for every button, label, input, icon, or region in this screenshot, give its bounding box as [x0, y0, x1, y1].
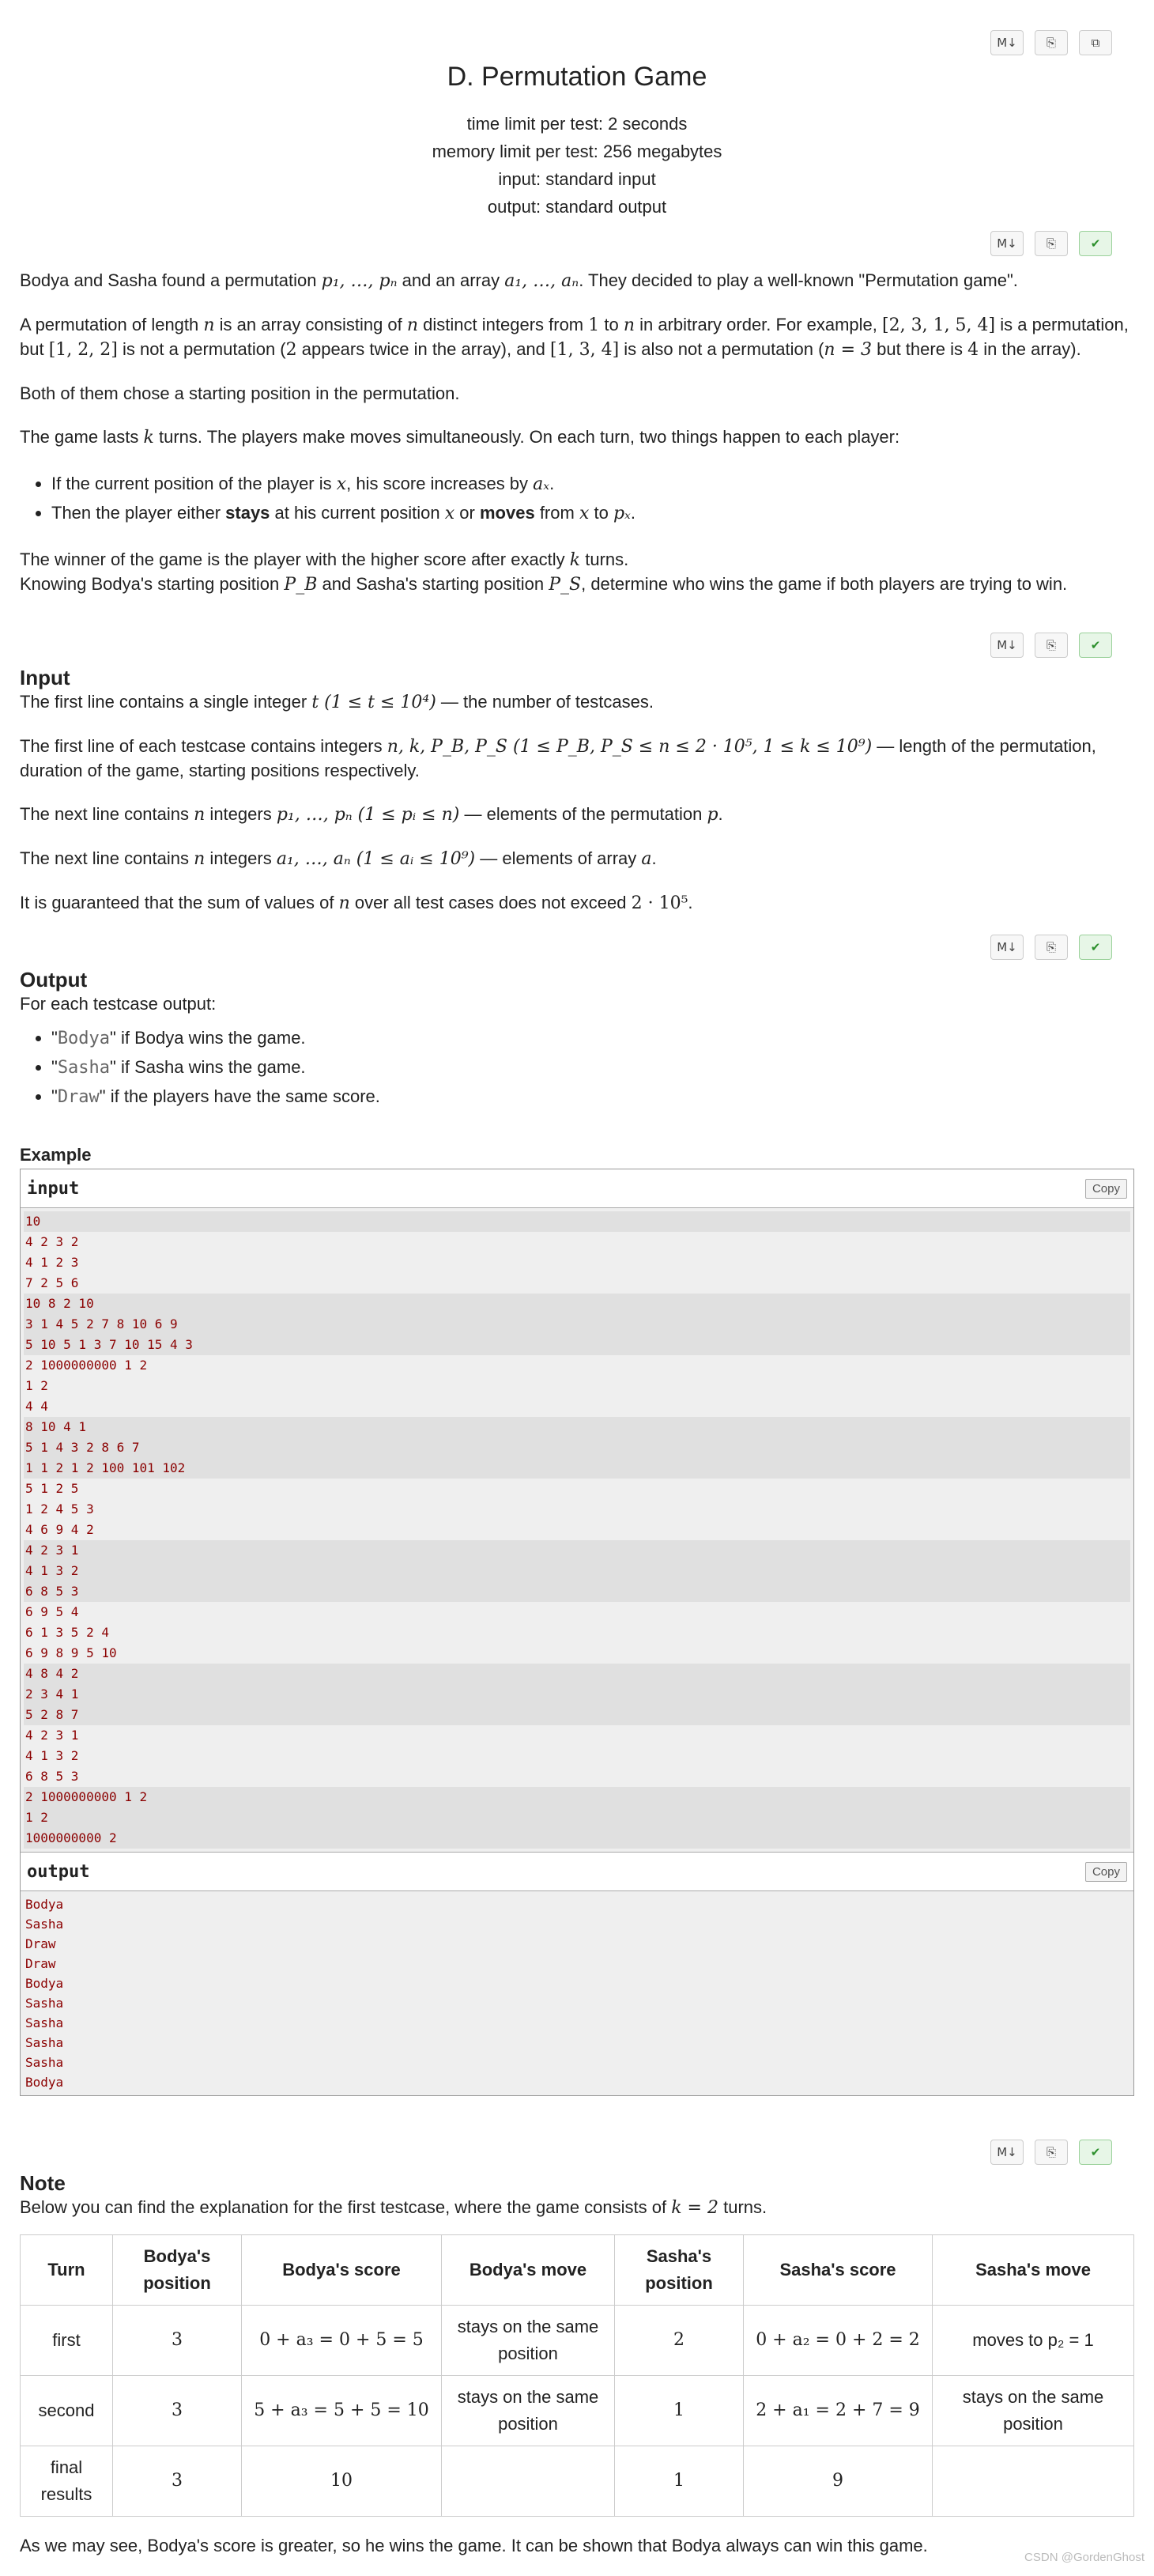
sample-output-line: Draw — [25, 1936, 56, 1951]
input-title-bar — [21, 1169, 1133, 1208]
sample-output-line: Sasha — [25, 2015, 64, 2030]
table-row — [21, 2306, 1134, 2376]
markdown-button[interactable]: M↓ — [990, 633, 1024, 658]
table-row — [21, 2446, 1134, 2517]
table-cell: 1 — [615, 2446, 744, 2517]
table-cell: moves to p₂ = 1 — [933, 2306, 1134, 2376]
sample-input-line: 5 10 5 1 3 7 10 15 4 3 — [24, 1335, 1130, 1355]
table-cell: 0 + a₂ = 0 + 2 = 2 — [744, 2306, 933, 2376]
sample-input-line: 5 2 8 7 — [24, 1705, 1130, 1725]
sample-input-line: 2 1000000000 1 2 — [25, 1358, 148, 1373]
sample-output-line: Sasha — [25, 2035, 64, 2050]
translate-icon[interactable]: ⧉ — [1079, 30, 1112, 55]
sample-output-line: Bodya — [25, 2075, 64, 2090]
sample-input-line: 1000000000 2 — [24, 1828, 1130, 1849]
table-header: Turn — [21, 2235, 113, 2306]
table-cell: stays on the same position — [933, 2376, 1134, 2446]
table-header: Sasha's position — [615, 2235, 744, 2306]
sample-input-line: 8 10 4 1 — [24, 1417, 1130, 1437]
sample-input-line: 2 1000000000 1 2 — [24, 1787, 1130, 1807]
table-header: Sasha's move — [933, 2235, 1134, 2306]
table-cell: first — [21, 2306, 113, 2376]
input-line-3: The next line contains n integers p₁, …, pₙ (1 ≤ pᵢ ≤ n) — elements of the permutation p. — [20, 804, 723, 825]
sample-input-line: 10 — [24, 1211, 1130, 1232]
note-toolbar — [990, 2140, 1112, 2165]
table-header: Bodya's position — [113, 2235, 242, 2306]
sample-input-line: 6 9 8 9 5 10 — [25, 1645, 117, 1660]
sample-output-line: Sasha — [25, 1996, 64, 2011]
sample-output-line: Sasha — [25, 2055, 64, 2070]
output-spec: output: standard output — [487, 197, 667, 217]
table-cell — [933, 2446, 1134, 2517]
clipboard-icon[interactable]: ⎘ — [1035, 633, 1068, 658]
table-cell: final results — [21, 2446, 113, 2517]
statement-p5: The winner of the game is the player with the higher score after exactly k turns. — [20, 550, 629, 570]
explanation-table — [20, 2234, 1134, 2517]
sample-input-line: 4 1 2 3 — [25, 1255, 79, 1270]
table-cell: 3 — [113, 2306, 242, 2376]
problem-header — [20, 0, 1134, 221]
clipboard-icon[interactable]: ⎘ — [1035, 30, 1068, 55]
table-cell — [442, 2446, 615, 2517]
sample-output-line: Draw — [25, 1956, 56, 1971]
translate-check-icon[interactable]: ✔ — [1079, 231, 1112, 256]
list-item: • If the current position of the player is x, his score increases by aₓ. — [51, 470, 1134, 499]
table-cell: 9 — [744, 2446, 933, 2517]
statement-p6: Knowing Bodya's starting position P_B and Sasha's starting position P_S, determine who wins the game if both players are trying to win. — [20, 574, 1068, 595]
table-cell: 3 — [113, 2376, 242, 2446]
input-heading: Input — [20, 666, 70, 689]
sample-input-title: input — [27, 1178, 80, 1199]
input-line-5: It is guaranteed that the sum of values of n over all test cases does not exceed 2 · 10⁵. — [20, 893, 693, 913]
list-item: • "Sasha" if Sasha wins the game. — [51, 1053, 1134, 1082]
note-heading: Note — [20, 2171, 66, 2195]
sample-output-line: Bodya — [25, 1976, 64, 1991]
table-cell: 1 — [615, 2376, 744, 2446]
sample-input-line: 5 1 4 3 2 8 6 7 — [24, 1437, 1130, 1458]
sample-input-line: 4 1 3 2 — [24, 1561, 1130, 1581]
clipboard-icon[interactable]: ⎘ — [1035, 2140, 1068, 2165]
sample-input-line: 6 8 5 3 — [24, 1581, 1130, 1602]
sample-input-line: 1 2 — [25, 1378, 48, 1393]
output-title-bar — [21, 1852, 1133, 1891]
turn-rules-list — [20, 470, 1134, 528]
problem-page — [20, 0, 1134, 2555]
output-heading: Output — [20, 968, 88, 991]
table-header: Sasha's score — [744, 2235, 933, 2306]
sample-input-line: 2 3 4 1 — [24, 1684, 1130, 1705]
table-cell: second — [21, 2376, 113, 2446]
table-cell: 0 + a₃ = 0 + 5 = 5 — [242, 2306, 442, 2376]
watermark-credit: CSDN @GordenGhost — [1024, 2551, 1145, 2564]
input-toolbar — [990, 633, 1112, 658]
markdown-button[interactable]: M↓ — [990, 935, 1024, 960]
sample-input-line: 1 2 4 5 3 — [25, 1501, 94, 1517]
sample-input-line: 4 8 4 2 — [24, 1664, 1130, 1684]
table-header: Bodya's score — [242, 2235, 442, 2306]
sample-input-line: 5 1 2 5 — [25, 1481, 79, 1496]
header-toolbar — [990, 30, 1112, 55]
sample-test — [20, 1169, 1134, 2096]
statement-p1: Bodya and Sasha found a permutation p₁, …, pₙ and an array a₁, …, aₙ. They decided to play a well-known "Permutation game". — [20, 270, 1018, 291]
input-section — [20, 666, 1134, 935]
output-section — [20, 968, 1134, 1131]
sample-input-line: 4 6 9 4 2 — [25, 1522, 94, 1537]
table-header-row — [21, 2235, 1134, 2306]
table-row — [21, 2376, 1134, 2446]
clipboard-icon[interactable]: ⎘ — [1035, 935, 1068, 960]
sample-input-line: 4 2 3 2 — [25, 1234, 79, 1249]
markdown-button[interactable]: M↓ — [990, 231, 1024, 256]
sample-input-line: 1 2 — [24, 1807, 1130, 1828]
example-section — [20, 1145, 1134, 2096]
input-line-1: The first line contains a single integer t (1 ≤ t ≤ 10⁴) — the number of testcases. — [20, 692, 654, 712]
output-list — [20, 1024, 1134, 1112]
table-cell: 3 — [113, 2446, 242, 2517]
statement-p4: The game lasts k turns. The players make moves simultaneously. On each turn, two things happen to each player: — [20, 427, 900, 448]
example-label: Example — [20, 1145, 92, 1165]
translate-check-icon[interactable]: ✔ — [1079, 935, 1112, 960]
sample-output-title: output — [27, 1861, 90, 1882]
sample-input-line: 4 4 — [25, 1399, 48, 1414]
table-cell: 2 + a₁ = 2 + 7 = 9 — [744, 2376, 933, 2446]
sample-input — [21, 1208, 1133, 1852]
output-toolbar — [990, 935, 1112, 960]
sample-output-line: Sasha — [25, 1917, 64, 1932]
sample-input-line: 4 2 3 1 — [24, 1540, 1130, 1561]
statement-p2: A permutation of length n is an array consisting of n distinct integers from 1 to n in arbitrary order. For example, [2, 3, 1, 5, 4] is a permutation, but [1, 2, 2] is not a permutation (2 appears twice in the array), and [1, 3, 4] is also not a permutation (n = 3 but there is 4 in the array). — [20, 315, 1129, 360]
markdown-button[interactable]: M↓ — [990, 2140, 1024, 2165]
translate-check-icon[interactable]: ✔ — [1079, 633, 1112, 658]
table-header: Bodya's move — [442, 2235, 615, 2306]
copy-output-button[interactable]: Copy — [1085, 1862, 1127, 1882]
statement — [20, 269, 1134, 597]
note-conclusion: As we may see, Bodya's score is greater, so he wins the game. It can be shown that Bodya always can win this game. — [20, 2536, 928, 2555]
translate-check-icon[interactable]: ✔ — [1079, 2140, 1112, 2165]
output-intro: For each testcase output: — [20, 994, 217, 1014]
sample-input-line: 4 1 3 2 — [25, 1748, 79, 1763]
time-limit: time limit per test: 2 seconds — [466, 114, 688, 134]
table-cell: 5 + a₃ = 5 + 5 = 10 — [242, 2376, 442, 2446]
sample-input-line: 6 8 5 3 — [25, 1769, 79, 1784]
sample-input-line: 1 1 2 1 2 100 101 102 — [24, 1458, 1130, 1479]
memory-limit: memory limit per test: 256 megabytes — [432, 142, 722, 161]
list-item: • "Bodya" if Bodya wins the game. — [51, 1024, 1134, 1053]
sample-input-line: 6 9 5 4 — [25, 1604, 79, 1619]
sample-output-line: Bodya — [25, 1897, 64, 1912]
input-line-2: The first line of each testcase contains integers n, k, P_B, P_S (1 ≤ P_B, P_S ≤ n ≤ 2 · 10⁵, 1 ≤ k ≤ 10⁹) — length of the permutation, duration of the game, starting positions respectively. — [20, 736, 1096, 780]
markdown-button[interactable]: M↓ — [990, 30, 1024, 55]
table-cell: 2 — [615, 2306, 744, 2376]
list-item: • "Draw" if the players have the same score. — [51, 1082, 1134, 1112]
list-item: • Then the player either stays at his current position x or moves from x to pₓ. — [51, 499, 1134, 528]
note-section — [20, 2171, 1134, 2558]
page-title: D. Permutation Game — [447, 62, 707, 92]
statement-p3: Both of them chose a starting position in the permutation. — [20, 383, 460, 403]
statement-toolbar — [990, 231, 1112, 256]
copy-input-button[interactable]: Copy — [1085, 1179, 1127, 1199]
sample-input-line: 7 2 5 6 — [25, 1275, 79, 1290]
table-cell: stays on the same position — [442, 2376, 615, 2446]
sample-input-line: 4 2 3 1 — [25, 1728, 79, 1743]
sample-input-line: 10 8 2 10 — [24, 1294, 1130, 1314]
sample-output — [21, 1891, 1133, 2095]
clipboard-icon[interactable]: ⎘ — [1035, 231, 1068, 256]
sample-input-line: 3 1 4 5 2 7 8 10 6 9 — [24, 1314, 1130, 1335]
sample-input-line: 6 1 3 5 2 4 — [25, 1625, 109, 1640]
note-intro: Below you can find the explanation for the first testcase, where the game consists of k = 2 turns. — [20, 2197, 767, 2218]
table-cell: stays on the same position — [442, 2306, 615, 2376]
table-cell: 10 — [242, 2446, 442, 2517]
input-line-4: The next line contains n integers a₁, …, aₙ (1 ≤ aᵢ ≤ 10⁹) — elements of array a. — [20, 848, 657, 869]
input-spec: input: standard input — [498, 169, 656, 189]
